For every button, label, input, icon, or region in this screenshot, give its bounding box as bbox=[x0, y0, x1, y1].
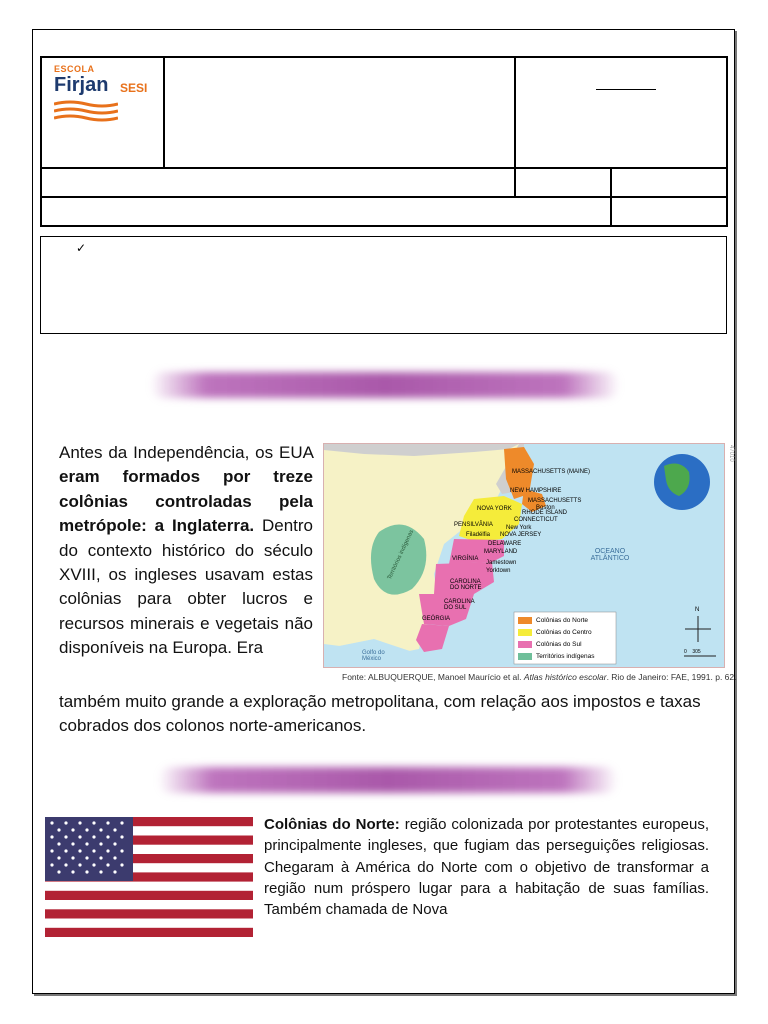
logo-waves-icon bbox=[54, 100, 118, 122]
map-colony-label: NOVA YORK bbox=[477, 506, 512, 512]
map-colony-label: Filadélfia bbox=[466, 532, 491, 538]
map-source-suffix: . Rio de Janeiro: FAE, 1991. p. 62. bbox=[606, 672, 737, 682]
thirteen-colonies-map bbox=[323, 443, 725, 668]
section-title-blurred-1 bbox=[150, 372, 620, 398]
map-colony-label: VIRGÍNIA bbox=[452, 556, 479, 562]
logo-firjan-text: Firjan bbox=[54, 74, 109, 96]
logo-escola-text: ESCOLA bbox=[54, 64, 95, 74]
map-colony-label: Boston bbox=[536, 505, 555, 511]
intro-text-bold: eram formados por treze colônias controladas pela metrópole: a Inglaterra. bbox=[59, 467, 313, 536]
section-title-blurred-2 bbox=[158, 767, 618, 793]
map-colony-label: Jamestown bbox=[486, 560, 517, 566]
usa-flag-icon bbox=[45, 817, 253, 937]
header-right-cell bbox=[514, 56, 728, 169]
map-colony-label: DELAWARE bbox=[488, 541, 522, 547]
compass-icon: N bbox=[695, 607, 700, 613]
header-row2-right-cell bbox=[610, 167, 728, 198]
map-ocean-label: OCEANO ATLÂNTICO bbox=[590, 548, 630, 562]
map-colony-label: Yorktown bbox=[486, 568, 511, 574]
header-row2-mid-cell bbox=[514, 167, 612, 198]
map-svg bbox=[324, 444, 725, 668]
intro-text-start: Antes da Independência, os EUA bbox=[59, 443, 313, 462]
northern-colonies-text: região colonizada por protestantes europeus, principalmente ingleses, que fugiam das perseguições religiosas. Chegaram à América do Norte com o objetivo de transformar a região num próspero lugar para a habitação de suas famílias. Também chamada de Nova bbox=[264, 816, 709, 919]
intro-paragraph bbox=[59, 441, 313, 661]
map-legend-label: Territórios indígenas bbox=[536, 653, 595, 660]
header-row3-main-cell bbox=[40, 196, 612, 227]
map-colony-label: New York bbox=[506, 525, 532, 531]
northern-colonies-paragraph bbox=[264, 814, 709, 922]
map-source-italic: Atlas histórico escolar bbox=[523, 672, 607, 682]
map-colony-label: NEW HAMPSHIRE bbox=[510, 488, 562, 494]
map-colony-label: MARYLAND bbox=[484, 549, 518, 555]
header-blank-line bbox=[596, 89, 656, 90]
instructions-box bbox=[40, 236, 727, 334]
intro-text-rest: Dentro do contexto histórico do século XVIII, os ingleses usavam estas colônias para obter lucros e recursos minerais e vegetais não disponíveis na Europa. Era bbox=[59, 516, 314, 658]
school-logo bbox=[54, 64, 164, 124]
map-colony-label: MASSACHUSETTS bbox=[528, 498, 582, 504]
map-colony-label: NOVA JERSEY bbox=[500, 532, 542, 538]
header-row2-main-cell bbox=[40, 167, 516, 198]
northern-colonies-heading: Colônias do Norte: bbox=[264, 816, 400, 833]
header-row3-right-cell bbox=[610, 196, 728, 227]
header-title-cell bbox=[163, 56, 516, 169]
map-territories-label: Territórios indígenas bbox=[386, 529, 416, 581]
map-source-prefix: Fonte: ALBUQUERQUE, Manoel Maurício et al. bbox=[342, 672, 524, 682]
map-legend-label: Colônias do Norte bbox=[536, 617, 589, 624]
check-mark-icon: ✓ bbox=[76, 241, 87, 255]
map-scale-label: 0 305 bbox=[684, 649, 701, 655]
logo-sesi-text: SESI bbox=[120, 81, 148, 95]
map-colony-label: GEÓRGIA bbox=[422, 616, 451, 622]
map-side-tag: 47010 bbox=[728, 445, 734, 462]
map-colony-label: CAROLINA DO SUL bbox=[444, 599, 475, 611]
map-source-caption bbox=[342, 672, 737, 682]
map-colony-label: CONNECTICUT bbox=[514, 517, 558, 523]
map-colony-label: CAROLINA DO NORTE bbox=[450, 579, 482, 591]
map-legend-label: Colônias do Centro bbox=[536, 629, 592, 636]
map-colony-label: MASSACHUSETTS (MAINE) bbox=[512, 469, 591, 475]
map-colony-label: PENSILVÂNIA bbox=[454, 522, 493, 528]
intro-paragraph-continuation: também muito grande a exploração metropolitana, com relação aos impostos e taxas cobrados dos colonos norte-americanos. bbox=[59, 692, 701, 736]
map-legend-label: Colônias do Sul bbox=[536, 641, 582, 648]
map-colony-label: RHODE ISLAND bbox=[522, 510, 568, 516]
map-gulf-label: Golfo do México bbox=[362, 650, 385, 662]
